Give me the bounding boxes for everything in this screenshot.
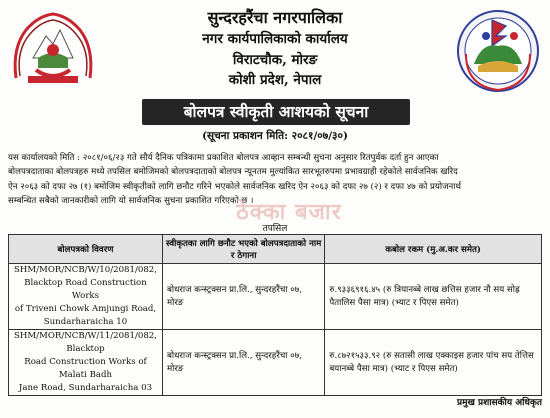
table-row (9, 330, 542, 396)
paragraph-line: यस कार्यालयको मिति : २०८१/०६/२३ गते सौर्य दैनिक पत्रिकामा प्रकाशित बोलपत्र आव्हान सम्बन्धी सुचना अनुसार रितपुर्वक दर्ता हुन आएका (8, 153, 439, 163)
description-line: of Triveni Chowk Amjungi Road, (14, 304, 157, 314)
description-line: Sundarharaicha 10 (43, 317, 128, 327)
signature-title: प्रमुख प्रशासकीय अधिकृत (456, 398, 542, 408)
notice-title-banner: बोलपत्र स्वीकृती आशयको सूचना (142, 99, 410, 125)
header-bidder: स्वीकृतका लागि छनौट भएको बोलपत्रदाताको नाम र ठेगाना (162, 235, 324, 264)
municipality-logo-icon (452, 6, 544, 96)
paragraph-line: बोलपत्रदाताका बोलपत्रहरु मध्ये तपसिल बमोजिमको बोलपत्रदाताको बोलपत्र न्यूनतम मुल्यांकित सारभूतरुपमा प्रभावग्राही रहेकोले सार्वजनिक खरिद (8, 167, 458, 178)
bidder-name: बोधराज कन्स्ट्रक्सन प्रा.लि., सुन्दरहरैंचा ०७, मोरङ (162, 330, 324, 396)
bidder-name: बोधराज कन्स्ट्रक्सन प्रा.लि., सुन्दरहरैंचा ०७, मोरङ (162, 264, 324, 330)
table-row (9, 264, 542, 330)
header-amount: कबोल रकम (मु.अ.कर समेत) (325, 235, 542, 264)
bid-table (8, 234, 542, 396)
province-country: कोशी प्रदेश, नेपाल (228, 72, 322, 88)
bid-amount: रु.९३३६९१६.४५ (रु त्रियानब्बे लाख छत्तिस हजार नौ सय सोह्र पैतालिस पैसा मात्र) (भ्याट र पिएस समेत) (325, 264, 542, 330)
bid-description (9, 264, 163, 330)
description-line: SHM/MOR/NCB/W/10/2081/082, (13, 265, 158, 275)
description-line: SHM/MOR/NCB/W/11/2081/082, Blacktop (13, 331, 158, 354)
watermark: ठेक्का बजार (236, 200, 342, 225)
paragraph-line: सम्बन्धित सबैको जानकारीको लागि यो सार्वजनिक सुचना प्रकाशित गरिएको छ । (8, 196, 254, 207)
nepal-government-emblem-icon (8, 8, 98, 86)
bid-amount: रु.८७२१५३३.९२ (रु सतासी लाख एक्काइस हजार पांच सय तेत्तिस बयानब्बे पैसा मात्र) (भ्याट र पिएस समेत) (325, 330, 542, 396)
municipality-name: सुन्दरहरैंचा नगरपालिका (207, 8, 343, 27)
header-description: बोलपत्रको विवरण (9, 235, 163, 264)
table-caption: तपसिल (262, 224, 288, 234)
description-line: Road Construction Works of Malati Badh (24, 357, 147, 380)
bid-description (9, 330, 163, 396)
paragraph-line: ऐन २०६३ को दफा २७ (१) बमोजिम स्वीकृतीको लागि छनौट गरिने भएकोले सार्वजनिक खरिद ऐन २०६३ को दफा २७ (२) र दफा ४७ को प्रयोजनार्थ (8, 181, 462, 192)
table-header-row (9, 235, 542, 264)
description-line: Blacktop Road Construction Works (24, 278, 147, 301)
office-location: विराटचौक, मोरङ (232, 52, 318, 68)
publish-date: (सूचना प्रकाशन मिति: २०८१/०७/३०) (202, 130, 348, 142)
description-line: Jane Road, Sundarharaicha 03 (18, 383, 153, 393)
office-name: नगर कार्यपालिकाको कार्यालय (202, 31, 348, 47)
